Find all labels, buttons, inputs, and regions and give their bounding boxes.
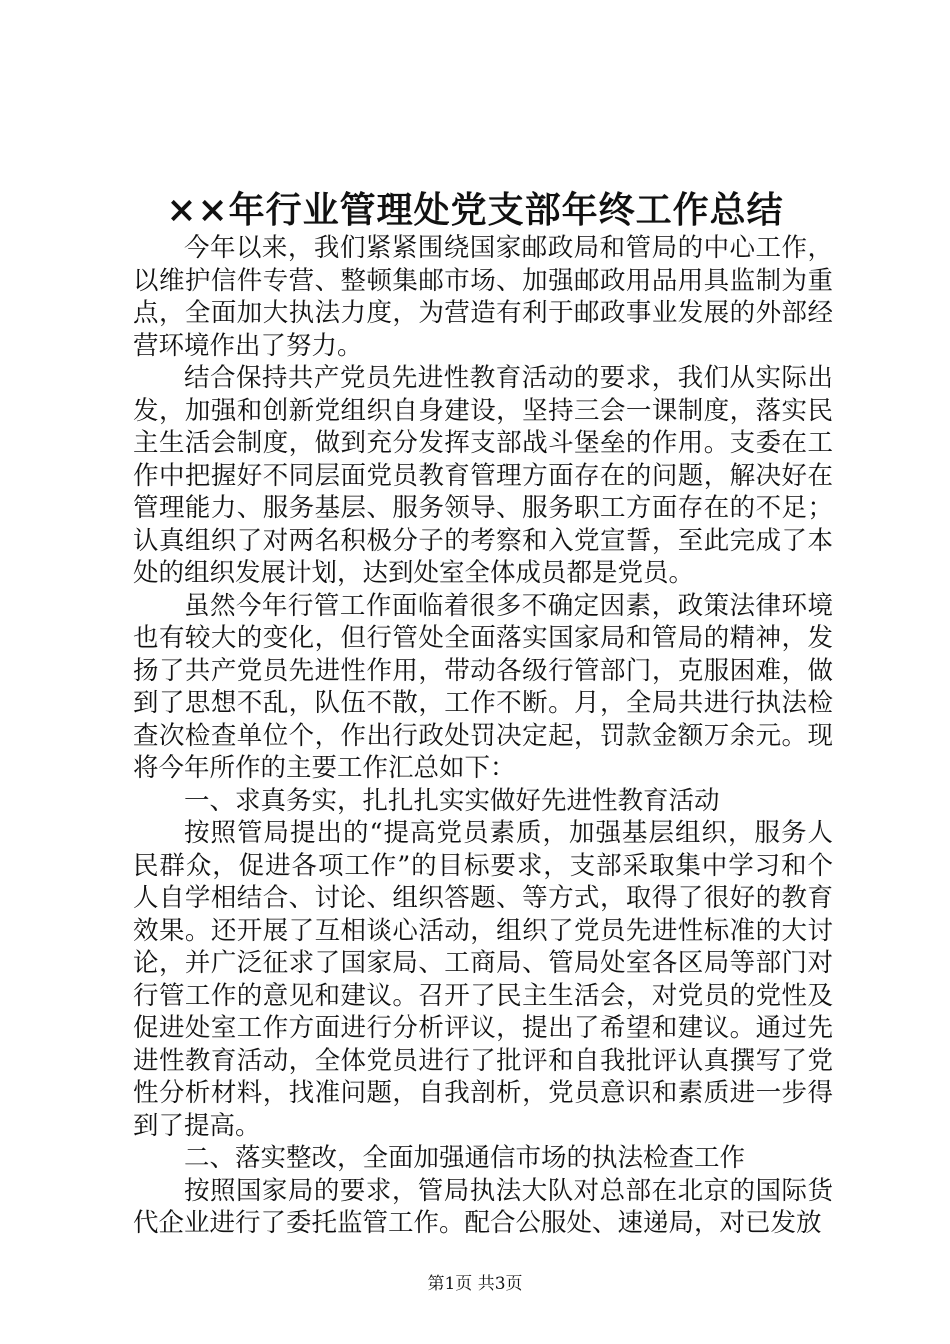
paragraph-party-building: 结合保持共产党员先进性教育活动的要求，我们从实际出发，加强和创新党组织自身建设，坚持三会一课制度，落实民主生活会制度，做到充分发挥支部战斗堡垒的作用。支委在工作中把握好不同层面党员教育管理方面存在的问题，解决好在管理能力、服务基层、服务领导、服务职工方面存在的不足；认真组织了对两名积极分子的考察和入党宣誓，至此完成了本处的组织发展计划，达到处室全体成员都是党员。: [133, 363, 833, 588]
page-number-footer: 第1页 共3页: [427, 1274, 523, 1294]
paragraph-intro: 今年以来，我们紧紧围绕国家邮政局和管局的中心工作，以维护信件专营、整顿集邮市场、加强邮政用品用具监制为重点，全面加大执法力度，为营造有利于邮政事业发展的外部经营环境作出了努力。: [133, 233, 833, 361]
paragraph-education-activity: 按照管局提出的“提高党员素质，加强基层组织，服务人民群众，促进各项工作”的目标要求，支部采取集中学习和个人自学相结合、讨论、组织答题、等方式，取得了很好的教育效果。还开展了互相谈心活动，组织了党员先进性标准的大讨论，并广泛征求了国家局、工商局、管局处室各区局等部门对行管工作的意见和建议。召开了民主生活会，对党员的党性及促进处室工作方面进行分析评议，提出了希望和建议。通过先进性教育活动，全体党员进行了批评和自我批评认真撰写了党性分析材料，找准问题，自我剖析，党员意识和素质进一步得到了提高。: [133, 818, 833, 1141]
section-heading-2: 二、落实整改，全面加强通信市场的执法检查工作: [184, 1143, 746, 1173]
section-heading-1: 一、求真务实，扎扎扎实实做好先进性教育活动: [184, 785, 720, 816]
paragraph-work-overview: 虽然今年行管工作面临着很多不确定因素，政策法律环境也有较大的变化，但行管处全面落实国家局和管局的精神，发扬了共产党员先进性作用，带动各级行管部门，克服困难，做到了思想不乱，队伍不散，工作不断。月，全局共进行执法检查次检查单位个，作出行政处罚决定起，罚款金额万余元。现将今年所作的主要工作汇总如下：: [133, 590, 833, 783]
paragraph-enforcement: 按照国家局的要求，管局执法大队对总部在北京的国际货代企业进行了委托监管工作。配合公服处、速递局，对已发放: [133, 1175, 833, 1238]
document-title: ××年行业管理处党支部年终工作总结: [166, 189, 784, 231]
document-body: [133, 232, 833, 1240]
